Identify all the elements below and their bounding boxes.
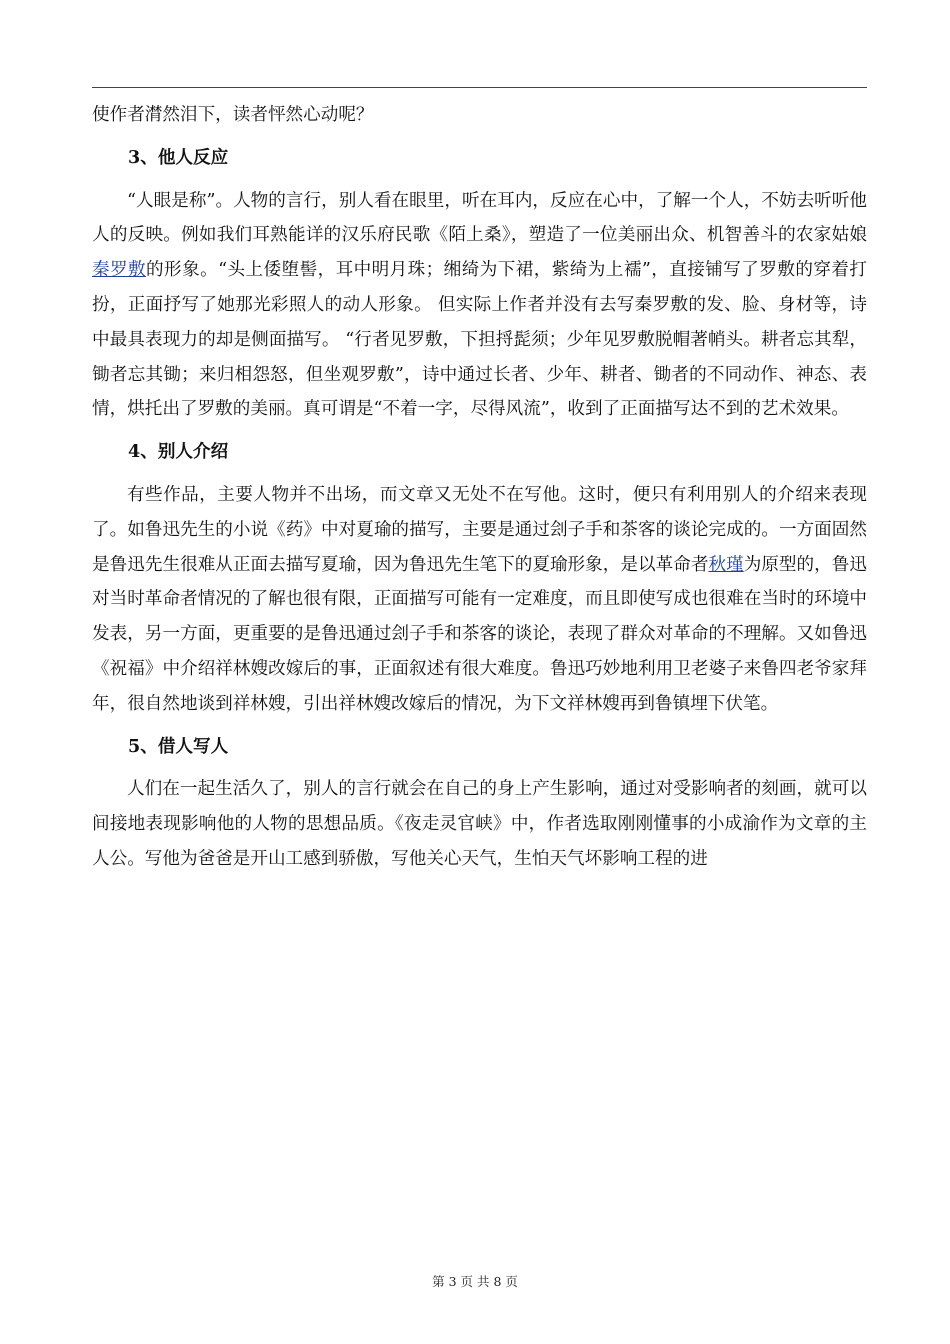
paragraph-text: “人眼是称”。人物的言行，别人看在眼里，听在耳内，反应在心中，了解一个人，不妨去听听他人的反映。例如我们耳熟能详的汉乐府民歌《陌上桑》，塑造了一位美丽出众、机智善斗的农家姑娘 (92, 190, 867, 246)
paragraph-text: 的形象。“头上倭堕髻，耳中明月珠；缃绮为下裙，紫绮为上襦”，直接铺写了罗敷的穿着打扮，正面抒写了她那光彩照人的动人形象。 但实际上作者并没有去写秦罗敷的发、脸、身材等，诗中最具表现力的却是侧面描写。 “行者见罗敷，下担捋髭须；少年见罗敷脱帽著帩头。耕者忘其犁，锄者忘其锄；来归相怨怒，但坐观罗敷”，诗中通过长者、少年、耕者、锄者的不同动作、神态、表情，烘托出了罗敷的美丽。真可谓是“不着一字，尽得风流”，收到了正面描写达不到的艺术效果。 (92, 260, 867, 420)
paragraph-text: 为原型的，鲁迅对当时革命者情况的了解也很有限，正面描写可能有一定难度，而且即使写成也很难在当时的环境中发表，另一方面，更重要的是鲁迅通过刽子手和茶客的谈论，表现了群众对革命的不理解。又如鲁迅《祝福》中介绍祥林嫂改嫁后的事，正面叙述有很大难度。鲁迅巧妙地利用卫老婆子来鲁四老爷家拜年，很自然地谈到祥林嫂，引出祥林嫂改嫁后的情况，为下文祥林嫂再到鲁镇埋下伏笔。 (92, 554, 867, 714)
link-qiu-jin[interactable]: 秋瑾 (708, 554, 744, 575)
paragraph-borrow: 人们在一起生活久了，别人的言行就会在自己的身上产生影响，通过对受影响者的刻画，就可以间接地表现影响他的人物的思想品质。《夜走灵官峡》中，作者选取刚刚懂事的小成渝作为文章的主人公。写他为爸爸是开山工感到骄傲，写他关心天气，生怕天气坏影响工程的进 (92, 779, 867, 869)
link-qin-luofu[interactable]: 秦罗敷 (92, 260, 147, 281)
paragraph-introduction (92, 478, 867, 722)
header-rule (92, 87, 867, 88)
paragraph-reaction (92, 184, 867, 428)
paragraph-continuation: 使作者潸然泪下，读者怦然心动呢？ (92, 105, 374, 125)
section-heading-5: 5、借人写人 (128, 735, 229, 757)
document-body (92, 98, 867, 877)
section-heading-3: 3、他人反应 (128, 146, 229, 168)
section-heading-4: 4、别人介绍 (128, 441, 229, 463)
paragraph-text: 有些作品，主要人物并不出场，而文章又无处不在写他。这时，便只有利用别人的介绍来表现了。如鲁迅先生的小说《药》中对夏瑜的描写，主要是通过刽子手和茶客的谈论完成的。一方面固然是鲁迅先生很难从正面去描写夏瑜，因为鲁迅先生笔下的夏瑜形象，是以革命者 (92, 484, 867, 575)
page-footer: 第 3 页 共 8 页 (432, 1274, 518, 1289)
